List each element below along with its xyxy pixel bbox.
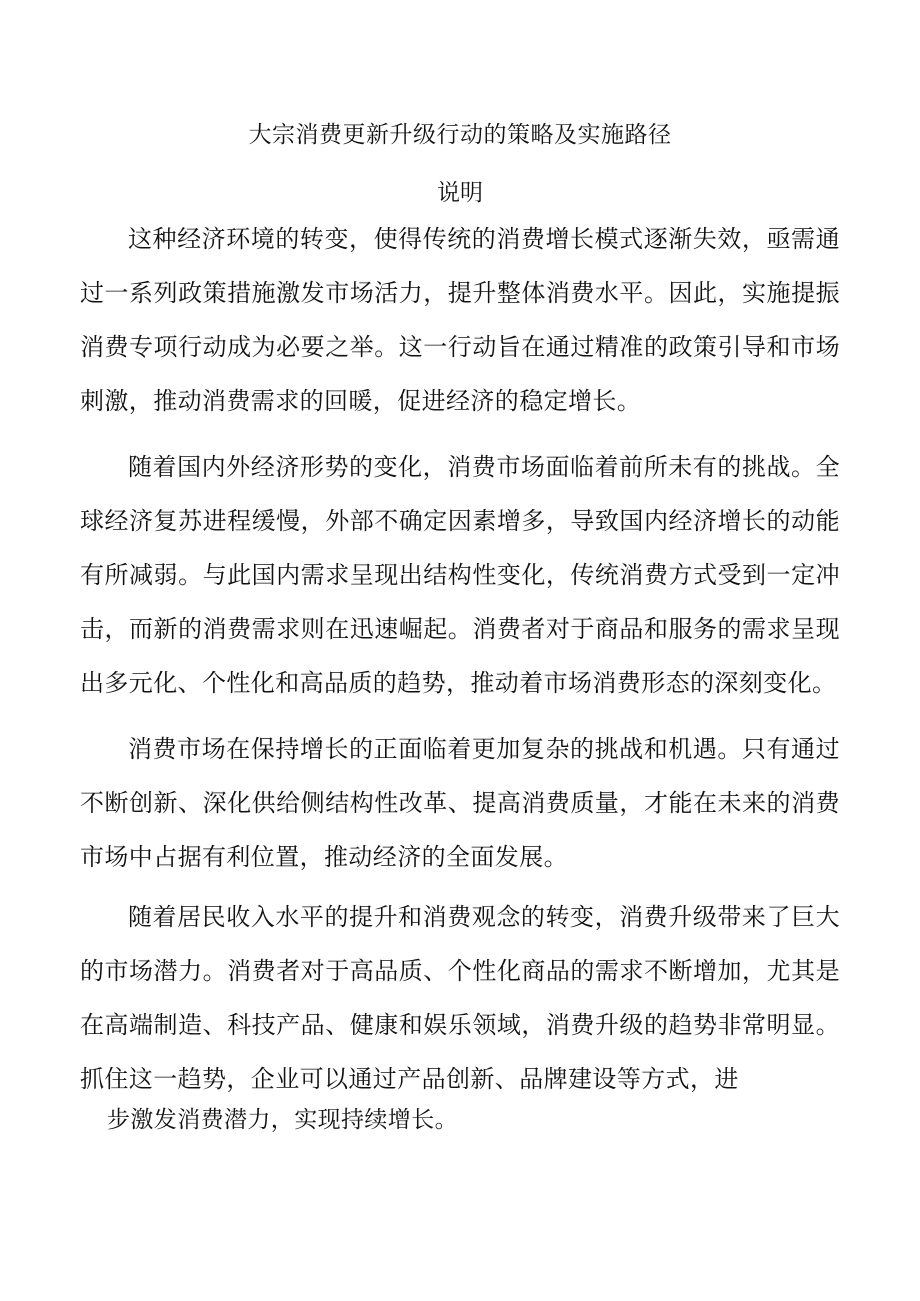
paragraph-2: 随着国内外经济形势的变化，消费市场面临着前所未有的挑战。全球经济复苏进程缓慢，外部不确定因素增多，导致国内经济增长的动能有所减弱。与此国内需求呈现出结构性变化，传统消费方式受到一定冲击，而新的消费需求则在迅速崛起。消费者对于商品和服务的需求呈现出多元化、个性化和高品质的趋势，推动着市场消费形态的深刻变化。 (80, 453, 840, 697)
document-subtitle: 说明 (437, 180, 483, 206)
document-title: 大宗消费更新升级行动的策略及实施路径 (248, 122, 672, 148)
paragraph-4: 随着居民收入水平的提升和消费观念的转变，消费升级带来了巨大的市场潜力。消费者对于高品质、个性化商品的需求不断增加，尤其是在高端制造、科技产品、健康和娱乐领域，消费升级的趋势非常明显。抓住这一趋势，企业可以通过产品创新、品牌建设等方式，进 (80, 903, 840, 1093)
paragraph-1: 这种经济环境的转变，使得传统的消费增长模式逐渐失效，亟需通过一系列政策措施激发市场活力，提升整体消费水平。因此，实施提振消费专项行动成为必要之举。这一行动旨在通过精准的政策引导和市场刺激，推动消费需求的回暖，促进经济的稳定增长。 (80, 225, 840, 415)
paragraph-3: 消费市场在保持增长的正面临着更加复杂的挑战和机遇。只有通过不断创新、深化供给侧结构性改革、提高消费质量，才能在未来的消费市场中占据有利位置，推动经济的全面发展。 (80, 735, 840, 871)
paragraph-4-continuation: 步激发消费潜力，实现持续增长。 (107, 1107, 458, 1133)
